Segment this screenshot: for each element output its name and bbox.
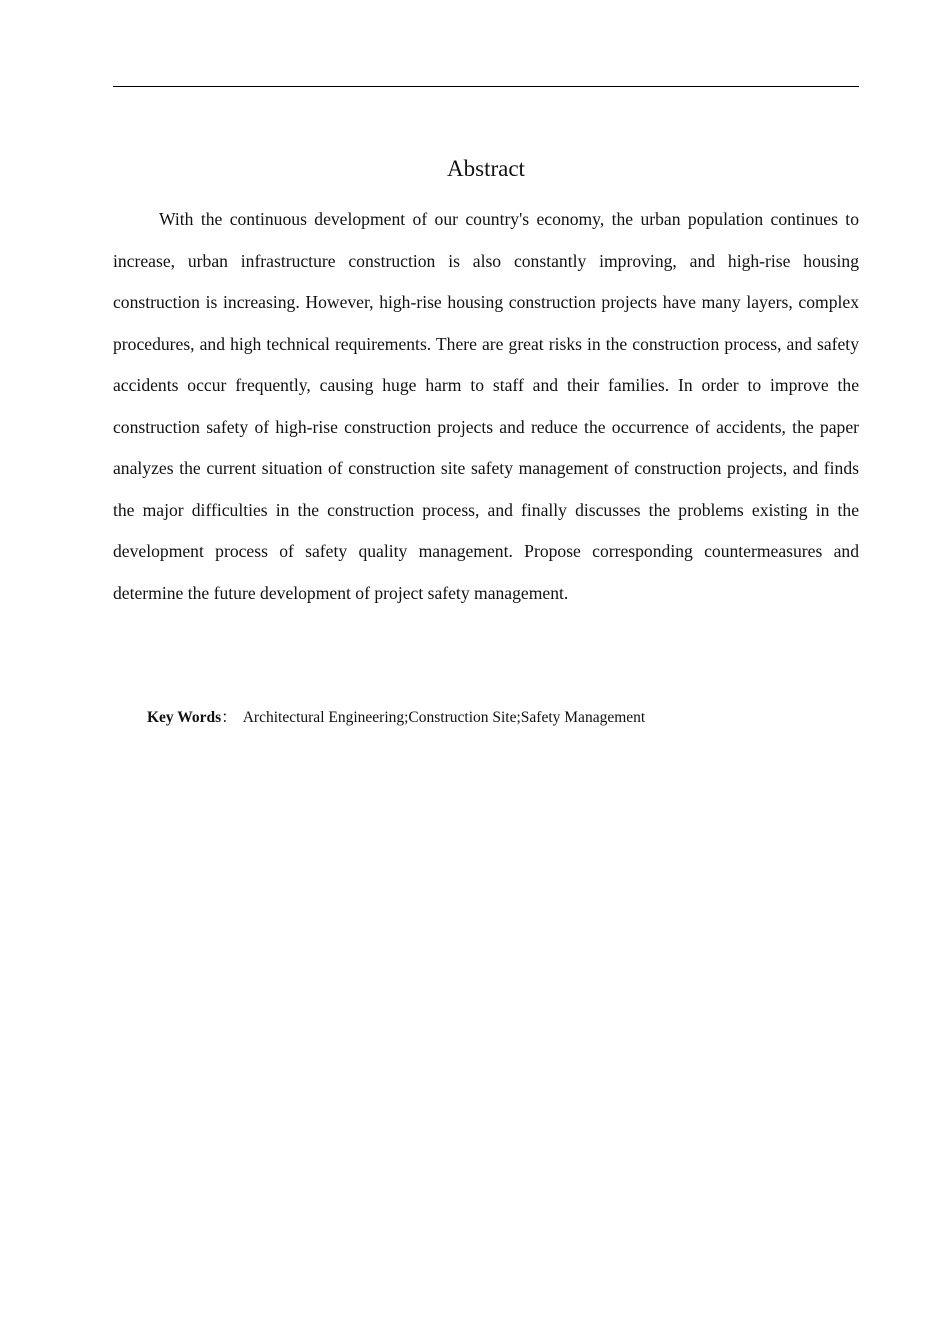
abstract-title: Abstract [447, 156, 525, 181]
keywords-label: Key Words [147, 709, 222, 726]
abstract-body: With the continuous development of our country's economy, the urban population continues to increase, urban infrastructure construction is also constantly improving, and high-rise housing construction is increasing. However, high-rise housing construction projects have many layers, complex procedures, and high technical requirements. There are great risks in the construction process, and safety accidents occur frequently, causing huge harm to staff and their families. In order to improve the construction safety of high-rise construction projects and reduce the occurrence of accidents, the paper analyzes the current situation of construction site safety management of construction projects, and finds the major difficulties in the construction process, and finally discusses the problems existing in the development process of safety quality management. Propose corresponding countermeasures and determine the future development of project safety management. [113, 209, 859, 603]
keywords-line [147, 706, 859, 730]
header-rule [113, 86, 859, 87]
keywords-value: Architectural Engineering;Construction Site;Safety Management [242, 709, 646, 726]
keywords-separator: ： [221, 709, 237, 726]
